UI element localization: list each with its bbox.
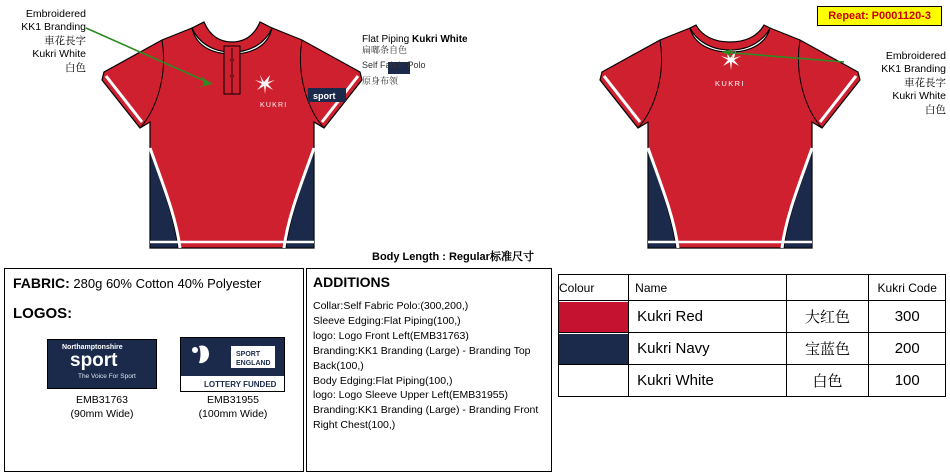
addition-item: logo: Logo Front Left(EMB31763) xyxy=(313,329,469,342)
colour-code: 100 xyxy=(869,365,946,397)
callout-line-4: Kukri White xyxy=(32,48,86,61)
swatch-cell xyxy=(559,301,629,333)
callout-line-3: 車花長字 xyxy=(44,34,86,47)
spec-tables xyxy=(0,266,950,476)
logo2-code: EMB31955 xyxy=(207,394,259,406)
logo1-caption xyxy=(37,394,167,421)
callout-back-line-3: 車花長字 xyxy=(904,76,946,89)
addition-item: Branding:KK1 Branding (Large) - Branding Front Right Chest(100,) xyxy=(313,404,539,432)
addition-item: Sleeve Edging:Flat Piping(100,) xyxy=(313,314,461,327)
callout-back-embroidery xyxy=(836,50,946,117)
colour-name-cn: 白色 xyxy=(786,365,869,397)
svg-text:KUKRI: KUKRI xyxy=(715,79,745,88)
header-name: Name xyxy=(629,275,786,301)
colour-code: 300 xyxy=(869,301,946,333)
header-cn xyxy=(786,275,869,301)
colour-swatch-red xyxy=(559,302,628,332)
colour-name-cn: 宝蓝色 xyxy=(786,333,869,365)
logo1-sub-text: The Voice For Sport xyxy=(78,373,136,380)
addition-item: logo: Logo Sleeve Upper Left(EMB31955) xyxy=(313,389,508,402)
colour-panel xyxy=(558,274,946,396)
callout-front-embroidery xyxy=(0,8,86,75)
callout-line-5: 白色 xyxy=(65,61,86,74)
table-row xyxy=(559,333,946,365)
repeat-badge: Repeat: P0001120-3 xyxy=(817,6,942,26)
fabric-panel xyxy=(4,268,304,472)
svg-text:KUKRI: KUKRI xyxy=(260,102,288,109)
addition-item: Branding:KK1 Branding (Large) - Branding Top Back(100,) xyxy=(313,344,531,372)
fabric-value: 280g 60% Cotton 40% Polyester xyxy=(73,276,262,291)
callout-back-line-5: 白色 xyxy=(925,103,946,116)
addition-item: Body Edging:Flat Piping(100,) xyxy=(313,374,453,387)
callout-self-fabric-cn: 原身布领 xyxy=(362,76,399,86)
colour-name: Kukri Navy xyxy=(629,333,786,365)
leader-line-front xyxy=(84,24,224,94)
header-colour: Colour xyxy=(559,275,629,301)
callout-back-line-4: Kukri White xyxy=(892,90,946,103)
svg-text:SPORT: SPORT xyxy=(236,351,261,358)
logo-sport-england-lottery xyxy=(180,337,285,392)
swatch-cell xyxy=(559,333,629,365)
additions-list xyxy=(313,299,549,433)
colour-name: Kukri White xyxy=(629,365,786,397)
svg-text:ENGLAND: ENGLAND xyxy=(236,360,271,367)
flat-piping-colour: Kukri White xyxy=(412,34,468,45)
logo2-caption xyxy=(173,394,293,421)
logo1-size: (90mm Wide) xyxy=(70,407,134,420)
flat-piping-label: Flat Piping xyxy=(362,34,410,45)
callout-line-2: KK1 Branding xyxy=(21,21,86,34)
logo1-main-text: sport xyxy=(70,350,118,371)
addition-item: Collar:Self Fabric Polo:(300,200,) xyxy=(313,300,469,312)
colour-table xyxy=(558,274,946,397)
table-row xyxy=(559,301,946,333)
colour-table-header-row xyxy=(559,275,946,301)
logo1-code: EMB31763 xyxy=(76,394,128,406)
colour-name-cn: 大红色 xyxy=(786,301,869,333)
fabric-row xyxy=(13,275,261,291)
callout-line-1: Embroidered xyxy=(25,8,86,20)
svg-text:sport: sport xyxy=(313,91,336,101)
callout-flat-piping-cn: 扁嘟条自色 xyxy=(362,45,408,55)
fabric-label: FABRIC: xyxy=(13,275,70,291)
leader-line-back xyxy=(716,48,846,78)
table-row xyxy=(559,365,946,397)
additions-panel xyxy=(306,268,552,472)
body-length-label: Body Length : Regular标准尺寸 xyxy=(372,251,534,263)
logo-northamptonshire-sport xyxy=(47,339,157,389)
logos-label: LOGOS: xyxy=(13,305,73,322)
callout-back-line-1: Embroidered xyxy=(885,50,946,62)
colour-code: 200 xyxy=(869,333,946,365)
swatch-cell xyxy=(559,365,629,397)
colour-name: Kukri Red xyxy=(629,301,786,333)
callout-back-line-2: KK1 Branding xyxy=(881,63,946,76)
header-code: Kukri Code xyxy=(869,275,946,301)
colour-swatch-white xyxy=(559,366,628,396)
svg-text:LOTTERY FUNDED: LOTTERY FUNDED xyxy=(204,380,277,389)
additions-title: ADDITIONS xyxy=(313,274,390,290)
logo1-top-text: Northamptonshire xyxy=(62,344,123,351)
logo2-size: (100mm Wide) xyxy=(198,407,268,420)
colour-swatch-navy xyxy=(559,334,628,364)
callout-self-fabric: Self Fabric Polo xyxy=(362,60,426,70)
lottery-logo-graphic xyxy=(181,338,284,391)
